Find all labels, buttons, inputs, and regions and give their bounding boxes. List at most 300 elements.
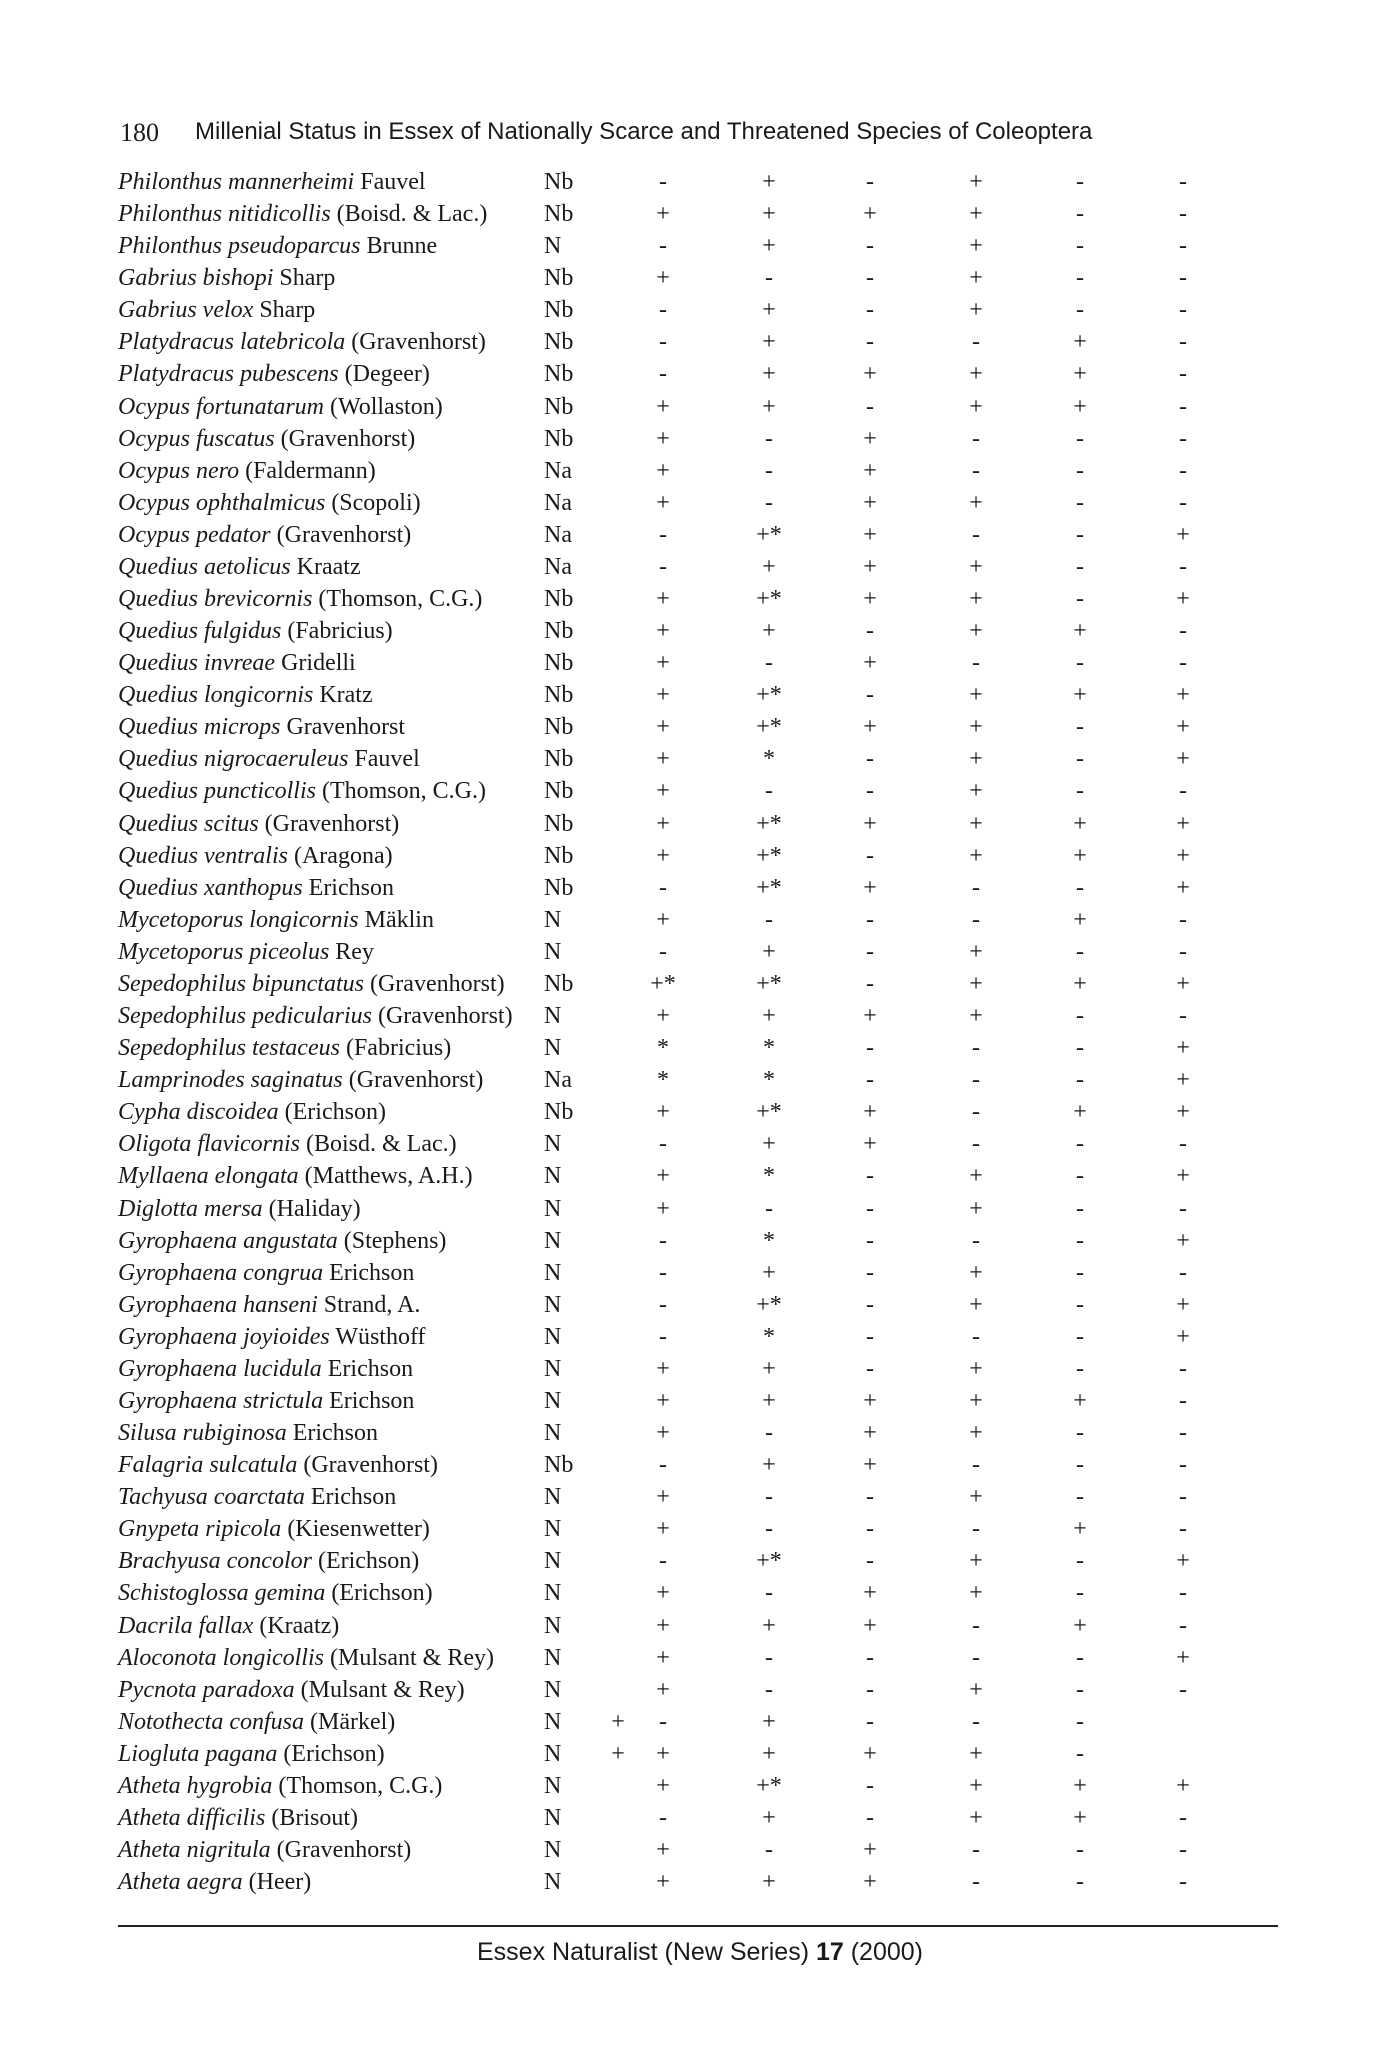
table-cell: + bbox=[969, 1387, 983, 1414]
table-cell: + bbox=[1176, 1067, 1190, 1094]
table-row bbox=[118, 358, 1248, 390]
table-cell: - bbox=[972, 1837, 980, 1864]
journal-title: Essex Naturalist (New Series) bbox=[476, 1938, 810, 1966]
species-name bbox=[118, 1417, 378, 1449]
species-binomial: Quedius puncticollis bbox=[118, 778, 316, 805]
table-cell: + bbox=[969, 586, 983, 613]
table-cell: - bbox=[1179, 169, 1187, 195]
table-cell: - bbox=[1179, 778, 1187, 805]
table-cell: + bbox=[762, 1708, 776, 1735]
status-code: Nb bbox=[544, 810, 574, 837]
species-name bbox=[118, 487, 421, 519]
table-cell: + bbox=[1176, 682, 1190, 709]
species-name bbox=[118, 1193, 361, 1225]
species-binomial: Sepedophilus testaceus bbox=[118, 1035, 340, 1062]
status-code: Nb bbox=[544, 746, 574, 773]
table-cell: + bbox=[762, 169, 776, 195]
table-cell: - bbox=[1179, 1484, 1187, 1511]
species-name bbox=[118, 1289, 420, 1321]
table-cell: - bbox=[972, 1323, 980, 1350]
table-cell: - bbox=[866, 1067, 874, 1094]
species-binomial: Aloconota longicollis bbox=[118, 1644, 324, 1671]
table-cell: + bbox=[969, 1420, 983, 1447]
table-cell: + bbox=[611, 1708, 625, 1735]
table-cell: - bbox=[1076, 1484, 1084, 1511]
table-cell: + bbox=[863, 1580, 877, 1607]
table-row bbox=[118, 1866, 1248, 1898]
table-cell: + bbox=[863, 201, 877, 228]
species-authority: Sharp bbox=[279, 265, 336, 292]
table-cell: + bbox=[969, 1804, 983, 1831]
status-code: N bbox=[544, 1355, 562, 1382]
table-cell: - bbox=[972, 1708, 980, 1735]
species-authority: Strand, A. bbox=[323, 1291, 421, 1318]
table-row bbox=[118, 968, 1248, 1000]
table-cell: + bbox=[656, 682, 670, 709]
table-cell: + bbox=[1176, 1227, 1190, 1254]
table-cell: - bbox=[659, 1708, 667, 1735]
table-cell: + bbox=[969, 297, 983, 324]
species-authority: (Erichson) bbox=[317, 1548, 420, 1575]
table-cell: - bbox=[765, 1516, 773, 1543]
species-binomial: Lamprinodes saginatus bbox=[118, 1067, 343, 1094]
table-cell: - bbox=[1076, 521, 1084, 548]
table-cell: - bbox=[659, 553, 667, 580]
species-binomial: Sepedophilus pedicularius bbox=[118, 1003, 372, 1030]
species-name bbox=[118, 262, 335, 294]
species-binomial: Quedius aetolicus bbox=[118, 553, 291, 580]
table-cell: - bbox=[1179, 1452, 1187, 1479]
page-footer bbox=[0, 1938, 1400, 1967]
table-row bbox=[118, 711, 1248, 743]
table-cell: + bbox=[1073, 1612, 1087, 1639]
table-cell: - bbox=[866, 1804, 874, 1831]
table-cell: + bbox=[863, 1003, 877, 1030]
table-row bbox=[118, 1674, 1248, 1706]
running-title: Millenial Status in Essex of Nationally Scarce and Threatened Species of Coleoptera bbox=[195, 118, 1093, 145]
status-code: N bbox=[544, 1227, 562, 1254]
table-cell: - bbox=[866, 169, 874, 195]
table-cell: - bbox=[866, 938, 874, 965]
table-cell: - bbox=[1179, 1580, 1187, 1607]
table-cell: +* bbox=[756, 842, 782, 869]
status-code: Nb bbox=[544, 201, 574, 228]
species-binomial: Schistoglossa gemina bbox=[118, 1580, 326, 1607]
table-cell: - bbox=[659, 1131, 667, 1158]
table-cell: - bbox=[659, 169, 667, 195]
species-authority: (Kraatz) bbox=[259, 1612, 340, 1639]
table-cell: + bbox=[762, 1355, 776, 1382]
status-code: Nb bbox=[544, 842, 574, 869]
species-authority: (Gravenhorst) bbox=[377, 1003, 513, 1030]
table-row bbox=[118, 1802, 1248, 1834]
species-name bbox=[118, 1674, 465, 1706]
table-cell: - bbox=[1179, 361, 1187, 388]
table-cell: + bbox=[969, 1163, 983, 1190]
table-row bbox=[118, 326, 1248, 358]
status-code: Nb bbox=[544, 329, 574, 356]
species-authority: Rey bbox=[335, 938, 374, 965]
table-cell: + bbox=[969, 938, 983, 965]
table-cell: - bbox=[1076, 1323, 1084, 1350]
status-code: Nb bbox=[544, 361, 574, 388]
species-binomial: Quedius nigrocaeruleus bbox=[118, 746, 349, 773]
table-cell: + bbox=[611, 1740, 625, 1767]
status-code: N bbox=[544, 906, 562, 933]
status-code: N bbox=[544, 1772, 562, 1799]
table-cell: + bbox=[863, 1837, 877, 1864]
species-authority: (Heer) bbox=[248, 1869, 312, 1896]
table-cell: - bbox=[866, 297, 874, 324]
table-cell: +* bbox=[756, 970, 782, 997]
table-cell: + bbox=[969, 265, 983, 292]
table-cell: - bbox=[1179, 489, 1187, 516]
table-cell: - bbox=[765, 1837, 773, 1864]
species-binomial: Oligota flavicornis bbox=[118, 1131, 300, 1158]
table-cell: - bbox=[866, 1484, 874, 1511]
table-row bbox=[118, 840, 1248, 872]
species-table bbox=[118, 166, 1248, 1898]
species-authority: Erichson bbox=[308, 874, 394, 901]
species-name bbox=[118, 1000, 513, 1032]
table-cell: + bbox=[1176, 1772, 1190, 1799]
species-binomial: Ocypus fuscatus bbox=[118, 425, 275, 452]
table-cell: - bbox=[1179, 393, 1187, 420]
species-name bbox=[118, 1064, 483, 1096]
table-cell: + bbox=[656, 778, 670, 805]
table-row bbox=[118, 775, 1248, 807]
table-row bbox=[118, 936, 1248, 968]
table-cell: - bbox=[765, 1644, 773, 1671]
species-binomial: Sepedophilus bipunctatus bbox=[118, 970, 364, 997]
table-cell: +* bbox=[756, 1772, 782, 1799]
species-authority: (Gravenhorst) bbox=[348, 1067, 484, 1094]
table-cell: - bbox=[659, 297, 667, 324]
table-cell: + bbox=[762, 1869, 776, 1896]
table-row bbox=[118, 455, 1248, 487]
table-cell: + bbox=[863, 489, 877, 516]
table-row bbox=[118, 1706, 1248, 1738]
species-binomial: Tachyusa coarctata bbox=[118, 1484, 305, 1511]
table-cell: + bbox=[1073, 682, 1087, 709]
table-cell: + bbox=[969, 810, 983, 837]
table-cell: + bbox=[863, 1869, 877, 1896]
table-cell: - bbox=[659, 1227, 667, 1254]
status-code: Na bbox=[544, 457, 572, 484]
species-binomial: Philonthus nitidicollis bbox=[118, 201, 331, 228]
table-cell: + bbox=[969, 553, 983, 580]
table-cell: + bbox=[656, 1644, 670, 1671]
table-cell: + bbox=[1073, 618, 1087, 645]
species-authority: (Gravenhorst) bbox=[276, 521, 412, 548]
table-row bbox=[118, 519, 1248, 551]
volume-number: 17 bbox=[815, 1938, 844, 1966]
table-row bbox=[118, 1225, 1248, 1257]
species-name bbox=[118, 1866, 311, 1898]
table-row bbox=[118, 1417, 1248, 1449]
table-cell: + bbox=[656, 1772, 670, 1799]
table-cell: - bbox=[1076, 1195, 1084, 1222]
table-cell: - bbox=[765, 1195, 773, 1222]
species-name bbox=[118, 1128, 457, 1160]
species-authority: (Stephens) bbox=[343, 1227, 447, 1254]
table-cell: - bbox=[1179, 1355, 1187, 1382]
table-row bbox=[118, 679, 1248, 711]
table-cell: - bbox=[972, 1612, 980, 1639]
species-authority: (Mulsant & Rey) bbox=[329, 1644, 494, 1671]
species-authority: Kratz bbox=[319, 682, 373, 709]
table-cell: - bbox=[1076, 425, 1084, 452]
table-cell: - bbox=[866, 1163, 874, 1190]
table-cell: - bbox=[972, 1452, 980, 1479]
table-cell: - bbox=[1179, 1804, 1187, 1831]
species-binomial: Ocypus nero bbox=[118, 457, 240, 484]
table-cell: - bbox=[659, 938, 667, 965]
table-row bbox=[118, 1449, 1248, 1481]
table-cell: + bbox=[656, 393, 670, 420]
species-name bbox=[118, 808, 399, 840]
table-cell: - bbox=[659, 233, 667, 260]
table-cell: - bbox=[1076, 1420, 1084, 1447]
species-authority: Fauvel bbox=[360, 169, 426, 195]
species-name bbox=[118, 455, 376, 487]
table-cell: + bbox=[863, 1099, 877, 1126]
species-authority: (Gravenhorst) bbox=[276, 1837, 412, 1864]
species-name bbox=[118, 1706, 395, 1738]
status-code: N bbox=[544, 1195, 562, 1222]
table-cell: + bbox=[969, 1548, 983, 1575]
species-authority: Brunne bbox=[366, 233, 438, 260]
table-cell: - bbox=[1179, 938, 1187, 965]
table-cell: + bbox=[762, 1740, 776, 1767]
table-cell: - bbox=[972, 1131, 980, 1158]
table-cell: + bbox=[656, 265, 670, 292]
table-cell: - bbox=[1076, 874, 1084, 901]
table-cell: + bbox=[969, 842, 983, 869]
table-cell: + bbox=[1176, 521, 1190, 548]
table-cell: + bbox=[1176, 1099, 1190, 1126]
table-row bbox=[118, 1642, 1248, 1674]
table-cell: + bbox=[863, 521, 877, 548]
species-authority: Erichson bbox=[327, 1355, 414, 1382]
species-authority: (Haliday) bbox=[268, 1195, 361, 1222]
status-code: N bbox=[544, 1131, 562, 1158]
species-binomial: Platydracus latebricola bbox=[118, 329, 346, 356]
status-code: Na bbox=[544, 553, 572, 580]
species-name bbox=[118, 1513, 430, 1545]
species-authority: Fauvel bbox=[354, 746, 420, 773]
species-name bbox=[118, 775, 486, 807]
table-row bbox=[118, 872, 1248, 904]
species-name bbox=[118, 872, 394, 904]
table-cell: - bbox=[1076, 1708, 1084, 1735]
species-name bbox=[118, 1353, 413, 1385]
table-cell: + bbox=[656, 1580, 670, 1607]
species-authority: Erichson bbox=[292, 1420, 379, 1447]
table-cell: - bbox=[866, 1035, 874, 1062]
table-cell: * bbox=[763, 1067, 775, 1094]
species-binomial: Quedius ventralis bbox=[118, 842, 288, 869]
table-cell: - bbox=[972, 521, 980, 548]
table-cell: - bbox=[659, 1291, 667, 1318]
table-cell: - bbox=[765, 457, 773, 484]
table-cell: - bbox=[1076, 297, 1084, 324]
table-cell: - bbox=[1179, 1420, 1187, 1447]
table-cell: + bbox=[762, 618, 776, 645]
table-cell: + bbox=[656, 650, 670, 677]
table-cell: + bbox=[969, 361, 983, 388]
species-name bbox=[118, 1385, 414, 1417]
species-binomial: Atheta hygrobia bbox=[118, 1772, 273, 1799]
table-cell: + bbox=[969, 1003, 983, 1030]
species-authority: Gravenhorst bbox=[286, 714, 406, 741]
species-authority: (Fabricius) bbox=[287, 618, 393, 645]
species-name bbox=[118, 1160, 473, 1192]
table-cell: + bbox=[969, 1259, 983, 1286]
table-row bbox=[118, 1545, 1248, 1577]
table-cell: + bbox=[1073, 1387, 1087, 1414]
species-binomial: Philonthus mannerheimi bbox=[118, 169, 355, 195]
species-name bbox=[118, 1642, 494, 1674]
species-name bbox=[118, 1321, 426, 1353]
table-row bbox=[118, 1770, 1248, 1802]
species-name bbox=[118, 1096, 386, 1128]
table-cell: - bbox=[866, 842, 874, 869]
table-cell: - bbox=[972, 1035, 980, 1062]
table-cell: * bbox=[763, 1323, 775, 1350]
table-cell: + bbox=[1176, 1548, 1190, 1575]
table-cell: - bbox=[972, 1099, 980, 1126]
table-cell: - bbox=[866, 1355, 874, 1382]
species-authority: (Faldermann) bbox=[245, 457, 376, 484]
table-cell: - bbox=[1179, 1131, 1187, 1158]
table-cell: - bbox=[972, 457, 980, 484]
species-binomial: Quedius scitus bbox=[118, 810, 259, 837]
table-cell: +* bbox=[756, 586, 782, 613]
species-name bbox=[118, 904, 434, 936]
table-cell: + bbox=[969, 1355, 983, 1382]
status-code: Nb bbox=[544, 393, 574, 420]
species-name bbox=[118, 1610, 339, 1642]
table-row bbox=[118, 1064, 1248, 1096]
species-binomial: Gabrius velox bbox=[118, 297, 254, 324]
table-cell: + bbox=[1073, 1772, 1087, 1799]
table-cell: - bbox=[1076, 746, 1084, 773]
table-cell: + bbox=[656, 201, 670, 228]
table-cell: - bbox=[1076, 714, 1084, 741]
table-cell: + bbox=[762, 1003, 776, 1030]
species-binomial: Quedius fulgidus bbox=[118, 618, 282, 645]
table-cell: * bbox=[657, 1035, 669, 1062]
table-cell: - bbox=[765, 1420, 773, 1447]
status-code: N bbox=[544, 1163, 562, 1190]
table-cell: - bbox=[866, 265, 874, 292]
table-cell: - bbox=[1076, 1131, 1084, 1158]
status-code: N bbox=[544, 1740, 562, 1767]
table-cell: - bbox=[1179, 457, 1187, 484]
species-authority: (Erichson) bbox=[331, 1580, 433, 1607]
table-row bbox=[118, 487, 1248, 519]
table-cell: + bbox=[762, 1804, 776, 1831]
table-row bbox=[118, 583, 1248, 615]
table-cell: - bbox=[866, 1323, 874, 1350]
table-cell: - bbox=[659, 1323, 667, 1350]
table-cell: - bbox=[866, 1772, 874, 1799]
table-cell: + bbox=[1176, 746, 1190, 773]
table-cell: - bbox=[659, 1548, 667, 1575]
table-row bbox=[118, 1385, 1248, 1417]
species-authority: Erichson bbox=[310, 1484, 397, 1511]
species-name bbox=[118, 1481, 396, 1513]
species-binomial: Quedius brevicornis bbox=[118, 586, 313, 613]
table-cell: + bbox=[762, 1612, 776, 1639]
table-cell: + bbox=[656, 906, 670, 933]
species-binomial: Gnypeta ripicola bbox=[118, 1516, 282, 1543]
table-row bbox=[118, 647, 1248, 679]
table-cell: - bbox=[1179, 1003, 1187, 1030]
table-cell: - bbox=[1179, 1516, 1187, 1543]
table-cell: + bbox=[656, 1163, 670, 1190]
species-name bbox=[118, 551, 361, 583]
table-cell: + bbox=[656, 457, 670, 484]
table-row bbox=[118, 1610, 1248, 1642]
species-binomial: Diglotta mersa bbox=[118, 1195, 263, 1222]
species-authority: Erichson bbox=[329, 1259, 415, 1286]
species-authority: (Fabricius) bbox=[345, 1035, 452, 1062]
table-cell: - bbox=[1179, 425, 1187, 452]
species-binomial: Brachyusa concolor bbox=[118, 1548, 312, 1575]
species-binomial: Quedius longicornis bbox=[118, 682, 314, 709]
status-code: Nb bbox=[544, 714, 574, 741]
table-cell: + bbox=[762, 361, 776, 388]
table-cell: - bbox=[1179, 329, 1187, 356]
species-authority: (Thomson, C.G.) bbox=[278, 1772, 443, 1799]
species-binomial: Mycetoporus piceolus bbox=[118, 938, 330, 965]
table-cell: - bbox=[866, 1644, 874, 1671]
table-cell: * bbox=[657, 1067, 669, 1094]
species-binomial: Pycnota paradoxa bbox=[118, 1676, 295, 1703]
table-cell: +* bbox=[756, 1548, 782, 1575]
status-code: N bbox=[544, 233, 562, 260]
species-name bbox=[118, 936, 374, 968]
table-cell: - bbox=[1076, 1355, 1084, 1382]
table-row bbox=[118, 262, 1248, 294]
table-cell: - bbox=[659, 361, 667, 388]
table-cell: +* bbox=[756, 521, 782, 548]
species-authority: Erichson bbox=[329, 1387, 415, 1414]
table-cell: + bbox=[863, 1452, 877, 1479]
status-code: N bbox=[544, 1580, 562, 1607]
table-cell: +* bbox=[756, 682, 782, 709]
table-cell: + bbox=[656, 1612, 670, 1639]
table-row bbox=[118, 808, 1248, 840]
table-cell: + bbox=[762, 201, 776, 228]
table-cell: - bbox=[1179, 650, 1187, 677]
table-cell: +* bbox=[650, 970, 676, 997]
species-name bbox=[118, 198, 487, 230]
status-code: N bbox=[544, 1676, 562, 1703]
table-cell: - bbox=[1076, 586, 1084, 613]
status-code: Nb bbox=[544, 1452, 574, 1479]
table-cell: - bbox=[866, 1708, 874, 1735]
species-binomial: Platydracus pubescens bbox=[118, 361, 339, 388]
table-cell: * bbox=[763, 746, 775, 773]
table-row bbox=[118, 743, 1248, 775]
status-code: Nb bbox=[544, 970, 574, 997]
table-cell: + bbox=[656, 1676, 670, 1703]
table-cell: + bbox=[1176, 1035, 1190, 1062]
species-name bbox=[118, 968, 505, 1000]
